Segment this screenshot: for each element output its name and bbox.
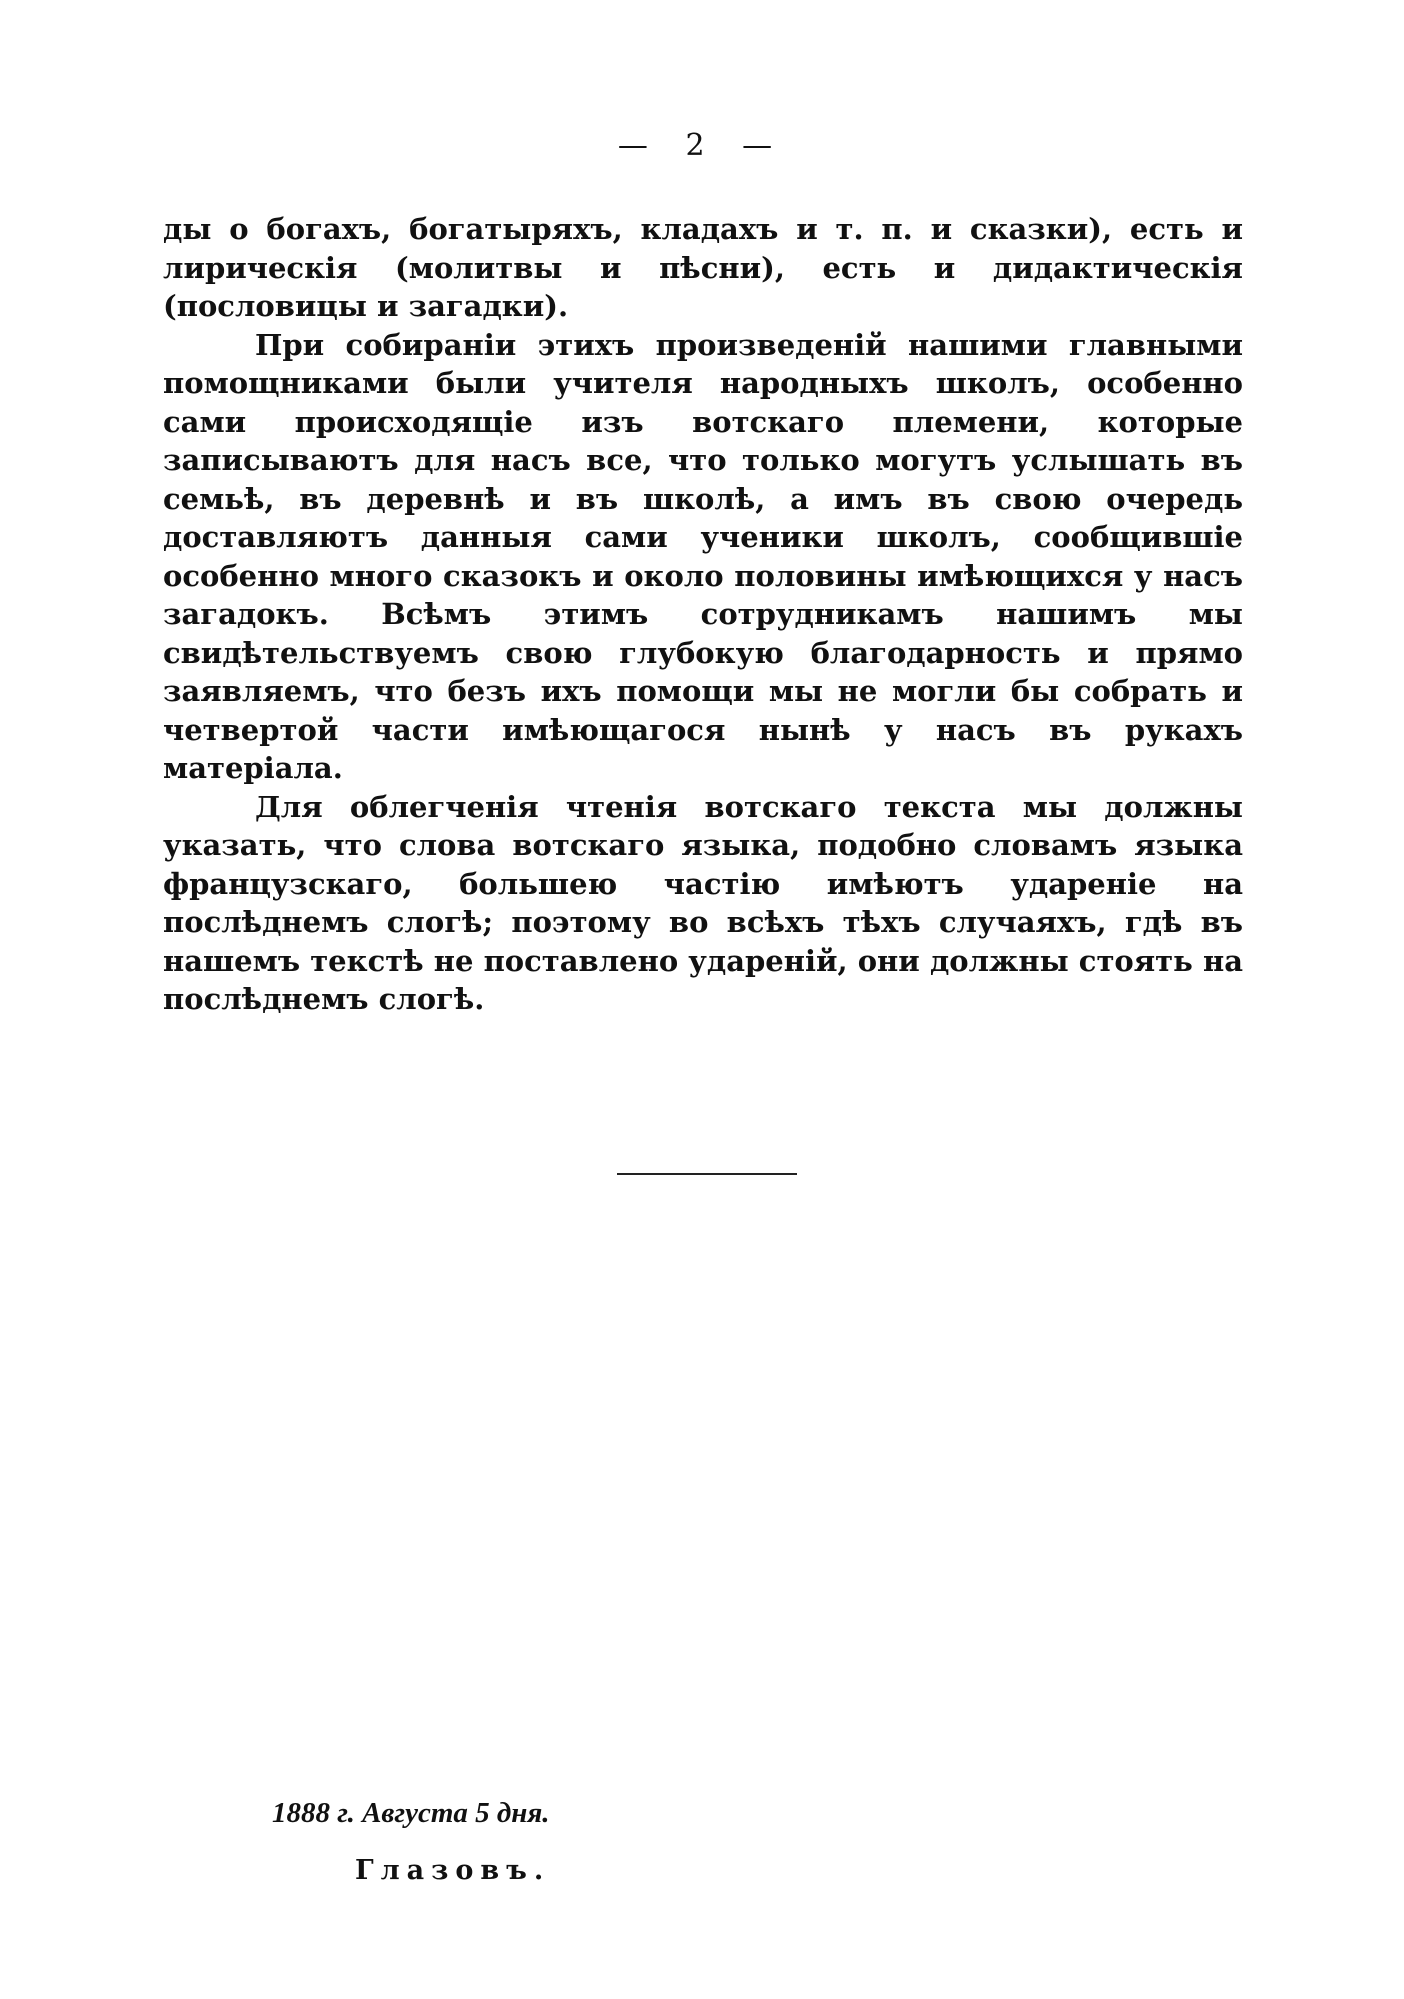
place-line: Глазовъ. [355,1855,551,1886]
page-number: — 2 — [617,128,787,163]
body-text [163,210,1243,1019]
date-line: 1888 г. Августа 5 дня. [272,1797,550,1829]
paragraph-collectors: При собираніи этихъ произведеній нашими главными помощниками были учителя народныхъ школъ, особенно сами происходящіе изъ вотскаго племени, которые записываютъ для насъ все, что только могутъ услышать въ семьѣ, въ деревнѣ и въ школѣ, а имъ въ свою очередь доставляютъ данныя сами ученики школъ, сообщившіе особенно много сказокъ и около половины имѣющихся у насъ загадокъ. Всѣмъ этимъ сотрудникамъ нашимъ мы свидѣтельствуемъ свою глубокую благодарность и прямо заявляемъ, что безъ ихъ помощи мы не могли бы собрать и четвертой части имѣющагося нынѣ у насъ въ рукахъ матеріала. [163,327,1243,785]
paragraph-stress-note: Для облегченія чтенія вотскаго текста мы должны указать, что слова вотскаго языка, подобно словамъ языка французскаго, большею частію имѣютъ удареніе на послѣднемъ слогѣ; поэтому во всѣхъ тѣхъ случаяхъ, гдѣ въ нашемъ текстѣ не поставлено ударенiй, они должны стоять на послѣднемъ слогѣ. [163,789,1243,1016]
paragraph-continuation: ды о богахъ, богатыряхъ, кладахъ и т. п. и сказки), есть и лирическія (молитвы и пѣсни), есть и дидактическія (пословицы и загадки). [163,212,1243,323]
section-divider [617,1173,797,1175]
